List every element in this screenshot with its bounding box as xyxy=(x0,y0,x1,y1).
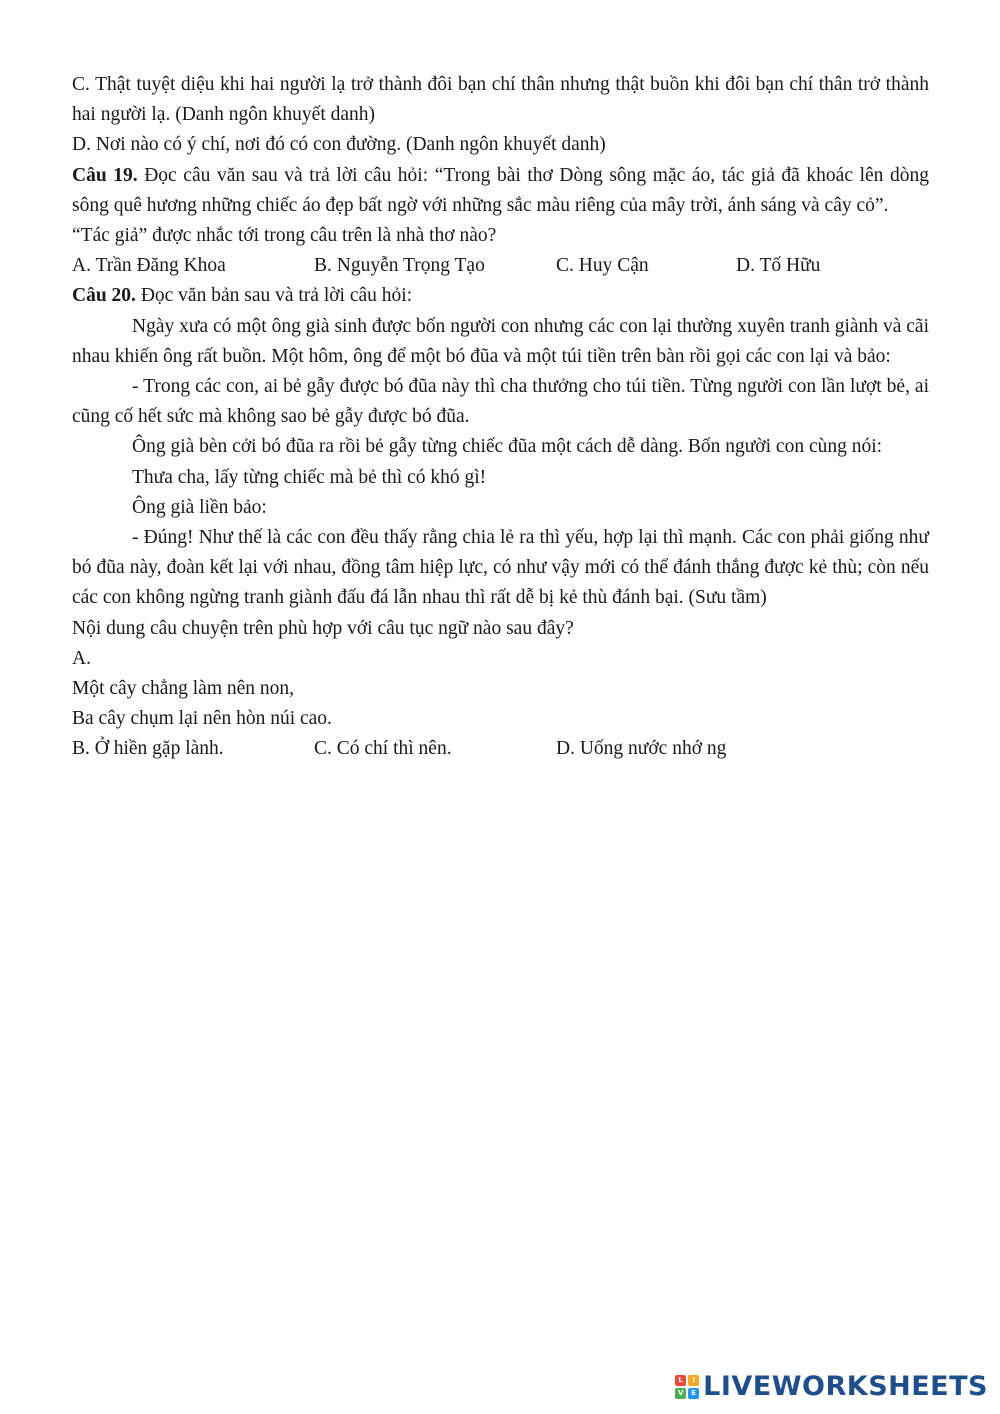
q19-label: Câu 19. xyxy=(72,164,138,186)
logo-tile: I xyxy=(688,1375,699,1386)
q20-label: Câu 20. xyxy=(72,285,136,307)
story-paragraph: Ông già bèn cởi bó đũa ra rồi bẻ gẫy từng chiếc đũa một cách dễ dàng. Bốn người con cùng nói: xyxy=(132,436,883,458)
liveworksheets-logo-text: LIVEWORKSHEETS xyxy=(703,1371,988,1402)
logo-tile: E xyxy=(688,1388,699,1399)
q19-prompt-text: Đọc câu văn sau và trả lời câu hỏi: “Trong bài thơ Dòng sông mặc áo, tác giả đã khoác lên dòng sông quê hương những chiếc áo đẹp bất ngờ với những sắc màu riêng của mây trời, ánh sáng và cây cỏ”. xyxy=(72,164,929,216)
story-paragraph: - Trong các con, ai bẻ gẫy được bó đũa này thì cha thưởng cho túi tiền. Từng người con lần lượt bẻ, ai cũng cố hết sức mà không sao bẻ gẫy được bó đũa. xyxy=(72,376,929,428)
q20-option-b[interactable]: B. Ở hiền gặp lành. xyxy=(72,738,224,760)
q20-option-a-label[interactable]: A. xyxy=(72,647,91,669)
q19-prompt xyxy=(72,161,929,221)
liveworksheets-logo[interactable] xyxy=(675,1371,988,1402)
q20-option-a-line1: Một cây chẳng làm nên non, xyxy=(72,678,295,700)
q20-options xyxy=(72,734,929,764)
q19-option-b[interactable]: B. Nguyễn Trọng Tạo xyxy=(314,255,485,277)
q20-prompt xyxy=(72,281,929,311)
q18-option-c: C. Thật tuyệt diệu khi hai người lạ trở thành đôi bạn chí thân nhưng thật buồn khi đôi bạn chí thân trở thành hai người lạ. (Danh ngôn khuyết danh) xyxy=(72,74,929,126)
q20-option-c[interactable]: C. Có chí thì nên. xyxy=(314,738,452,760)
logo-tile: V xyxy=(675,1388,686,1399)
q20-option-d[interactable]: D. Uống nước nhớ ng xyxy=(556,738,727,760)
story-paragraph: Thưa cha, lấy từng chiếc mà bẻ thì có khó gì! xyxy=(132,466,487,488)
worksheet-page xyxy=(72,70,929,765)
story-paragraph: Ngày xưa có một ông già sinh được bốn người con nhưng các con lại thường xuyên tranh giành và cãi nhau khiến ông rất buồn. Một hôm, ông để một bó đũa và một túi tiền trên bàn rồi gọi các con lại và bảo: xyxy=(72,315,929,367)
q18-option-d: D. Nơi nào có ý chí, nơi đó có con đường. (Danh ngôn khuyết danh) xyxy=(72,134,606,156)
liveworksheets-logo-icon xyxy=(675,1375,699,1399)
q19-option-a[interactable]: A. Trần Đăng Khoa xyxy=(72,255,226,277)
q20-option-a-line2: Ba cây chụm lại nên hòn núi cao. xyxy=(72,708,332,730)
q20-prompt-text: Đọc văn bản sau và trả lời câu hỏi: xyxy=(135,285,413,307)
q19-option-d[interactable]: D. Tố Hữu xyxy=(736,255,821,277)
story-paragraph: - Đúng! Như thế là các con đều thấy rằng chia lẻ ra thì yếu, hợp lại thì mạnh. Các con phải giống như bó đũa này, đoàn kết lại với nhau, đồng tâm hiệp lực, có như vậy mới có thể đánh thắng được kẻ thù; còn nếu các con không ngừng tranh giành đấu đá lẫn nhau thì rất dễ bị kẻ thù đánh bại. (Sưu tầm) xyxy=(72,527,929,609)
q20-question: Nội dung câu chuyện trên phù hợp với câu tục ngữ nào sau đây? xyxy=(72,617,574,639)
logo-tile: L xyxy=(675,1375,686,1386)
q19-options xyxy=(72,251,929,281)
story-paragraph: Ông già liền bảo: xyxy=(132,496,267,518)
q19-question: “Tác giả” được nhắc tới trong câu trên là nhà thơ nào? xyxy=(72,225,497,247)
q19-option-c[interactable]: C. Huy Cận xyxy=(556,255,649,277)
